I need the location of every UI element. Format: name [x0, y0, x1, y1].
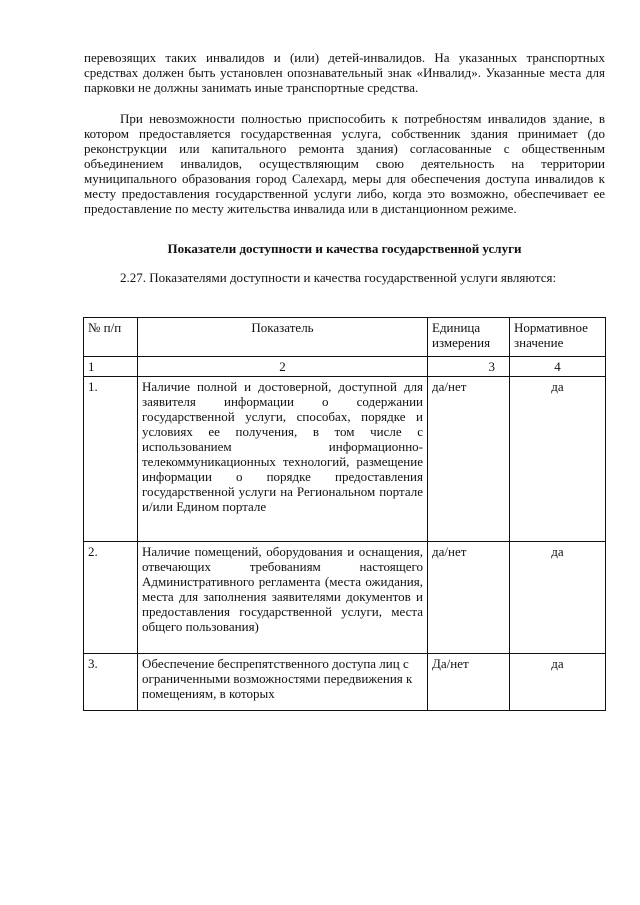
header-num: № п/п	[84, 318, 138, 357]
header-unit: Единица измерения	[428, 318, 510, 357]
row-norm: да	[510, 377, 606, 542]
row-norm: да	[510, 654, 606, 711]
header-indicator: Показатель	[138, 318, 428, 357]
paragraph-building-adaptation: При невозможности полностью приспособить к потребностям инвалидов здание, в котором предоставляется государственная услуга, собственник здания принимает (до реконструкции или капитального ремонта здания) согласованные с общественным объединением инвалидов, осуществляющим свою деятельность на территории муниципального образования город Салехард, меры для обеспечения доступа инвалидов к месту предоставления государственной услуги либо, когда это возможно, обеспечивает ее предоставление по месту жительства инвалида или в дистанционном режиме.	[84, 111, 605, 216]
column-number: 3	[428, 357, 510, 377]
row-indicator: Наличие помещений, оборудования и оснащения, отвечающих требованиям настоящего Административного регламента (места ожидания, места для заполнения заявителями документов и предоставления государственной услуги, места общего пользования)	[138, 542, 428, 654]
column-number-row	[84, 357, 606, 377]
column-number: 2	[138, 357, 428, 377]
section-heading: Показатели доступности и качества государственной услуги	[167, 241, 522, 256]
column-number: 1	[84, 357, 138, 377]
table-row	[84, 654, 606, 711]
row-indicator: Наличие полной и достоверной, доступной для заявителя информации о содержании государственной услуги, способах, порядке и условиях ее получения, в том числе с использованием информационно-телекоммуникационных технологий, размещение информации о порядке предоставления государственной услуги на Региональном портале и/или Едином портале	[138, 377, 428, 542]
paragraph-2-27: 2.27. Показателями доступности и качества государственной услуги являются:	[120, 270, 557, 285]
row-unit: да/нет	[428, 542, 510, 654]
table-row	[84, 377, 606, 542]
row-unit: да/нет	[428, 377, 510, 542]
row-unit: Да/нет	[428, 654, 510, 711]
paragraph-parking-continuation: перевозящих таких инвалидов и (или) детей-инвалидов. На указанных транспортных средствах должен быть установлен опознавательный знак «Инвалид». Указанные места для парковки не должны занимать иные транспортные средства.	[84, 50, 605, 95]
indicators-table	[83, 317, 606, 711]
row-indicator: Обеспечение беспрепятственного доступа лиц с ограниченными возможностями передвижения к помещениям, в которых	[138, 654, 428, 711]
header-norm: Нормативное значение	[510, 318, 606, 357]
table-header-row	[84, 318, 606, 357]
column-number: 4	[510, 357, 606, 377]
table-row	[84, 542, 606, 654]
row-norm: да	[510, 542, 606, 654]
row-num: 3.	[84, 654, 138, 711]
row-num: 1.	[84, 377, 138, 542]
row-num: 2.	[84, 542, 138, 654]
